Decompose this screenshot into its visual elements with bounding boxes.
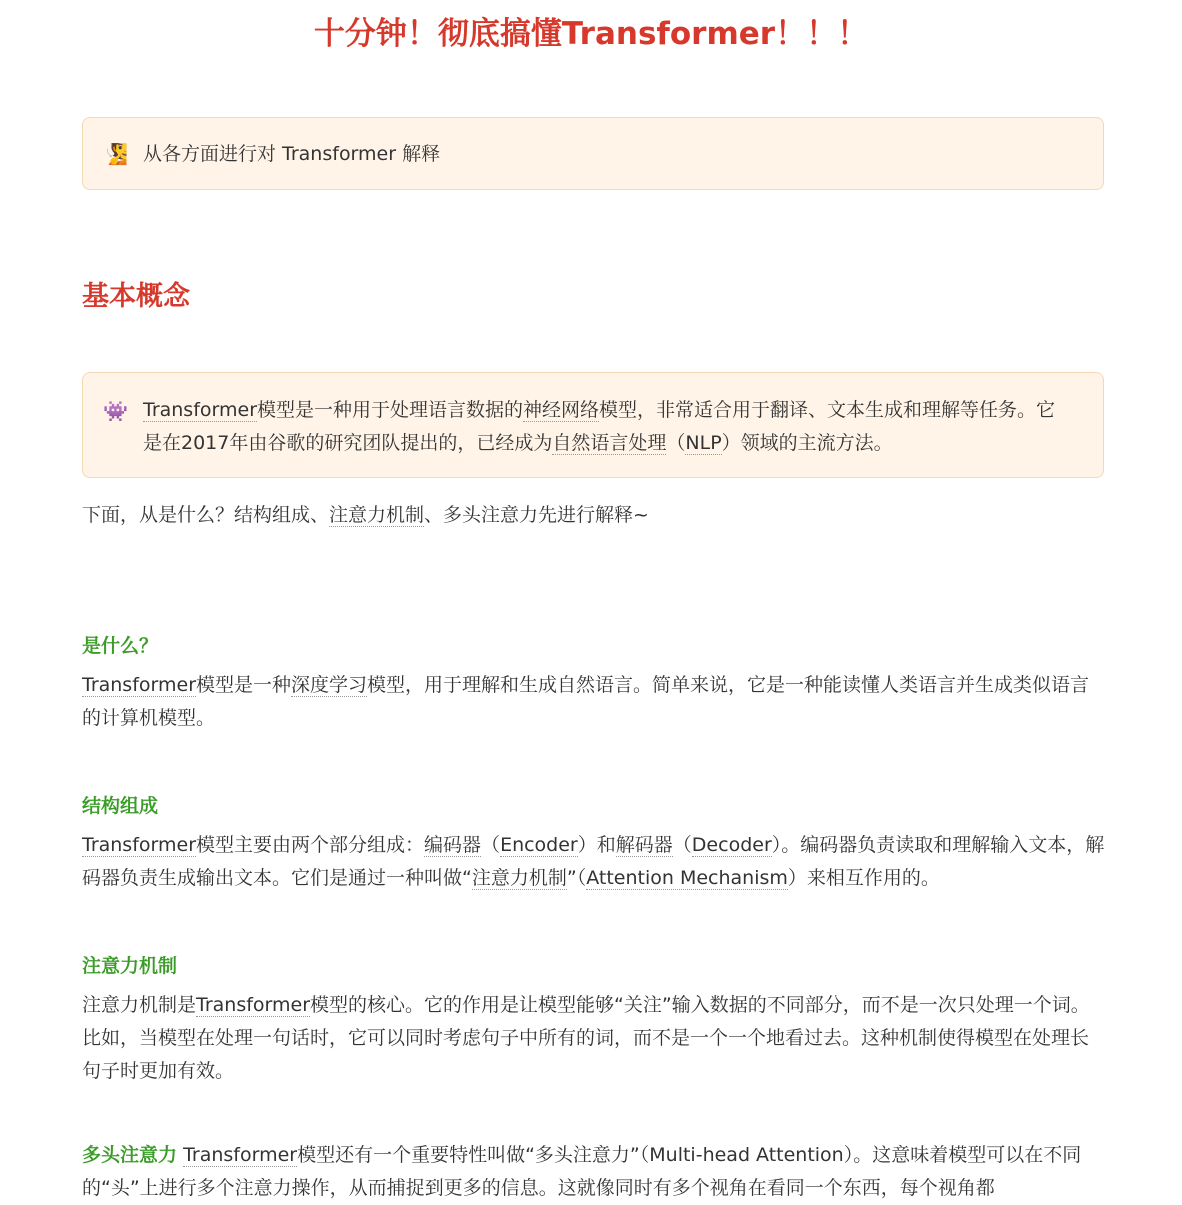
term-link[interactable]: 自然语言处理: [552, 432, 667, 454]
term-link[interactable]: Transformer: [196, 994, 311, 1016]
term-link[interactable]: Transformer: [183, 1144, 298, 1166]
text-segment: 下面，从是什么？结构组成、: [82, 504, 330, 526]
text-segment: ）。编码器负责读取和理解输入文本，解码器负责生成输出文本。它们是通过一种叫做“: [82, 834, 1105, 889]
text-segment: 模型主要由两个部分组成：: [196, 834, 425, 856]
callout-text: [83, 373, 1103, 460]
intro-paragraph: [82, 499, 1106, 532]
section-heading: 基本概念: [82, 281, 190, 312]
term-link[interactable]: Decoder: [691, 834, 772, 856]
paragraph: [82, 1139, 1106, 1205]
text-segment: 注意力机制是: [82, 994, 197, 1016]
definition-callout: [82, 372, 1104, 478]
text-segment: ）和: [577, 834, 616, 856]
paragraph: [82, 669, 1106, 735]
text-segment: ）领域的主流方法。: [721, 432, 893, 454]
term-link[interactable]: 编码器: [424, 834, 482, 856]
term-link[interactable]: 深度学习: [291, 674, 368, 696]
paragraph-body: [82, 1144, 1081, 1199]
term-link[interactable]: 解码器: [615, 834, 673, 856]
inline-heading: 多头注意力: [82, 1144, 178, 1166]
text-segment: 模型是一种用于处理语言数据的: [257, 399, 524, 421]
term-link[interactable]: 注意力机制: [329, 504, 425, 526]
term-link[interactable]: Encoder: [500, 834, 578, 856]
alien-icon: 👾: [103, 399, 128, 423]
term-link[interactable]: Attention Mechanism: [586, 867, 788, 889]
term-link[interactable]: 注意力机制: [471, 867, 567, 889]
paragraph: [82, 829, 1106, 895]
text-segment: （: [481, 834, 501, 856]
term-link[interactable]: Transformer: [82, 834, 197, 856]
subheading: 注意力机制: [82, 955, 178, 977]
article-title: 十分钟！彻底搞懂Transformer！！！: [313, 16, 869, 52]
term-link[interactable]: 神经网络: [523, 399, 600, 421]
text-segment: 、多头注意力先进行解释~: [424, 504, 649, 526]
text-segment: 模型是一种: [196, 674, 292, 696]
text-segment: ）来相互作用的。: [787, 867, 940, 889]
text-segment: ”（: [566, 867, 587, 889]
text-segment: （: [666, 432, 686, 454]
text-segment: 模型还有一个重要特性叫做“多头注意力”（Multi-head Attention）。这意味着模型可以在不同的“头”上进行多个注意力操作，从而捕捉到更多的信息。这就像同时有多个视角在看同一个东西，每个视角都: [82, 1144, 1082, 1199]
term-link[interactable]: Transformer: [143, 399, 258, 421]
subheading: 是什么？: [82, 635, 159, 657]
subheading: 结构组成: [82, 795, 159, 817]
text-segment: （: [672, 834, 692, 856]
text-segment: 模型的核心。它的作用是让模型能够“关注”输入数据的不同部分，而不是一次只处理一个词。比如，当模型在处理一句话时，它可以同时考虑句子中所有的词，而不是一个一个地看过去。这种机制使得模型在处理长句子时更加有效。: [82, 994, 1090, 1082]
text-segment: 模型，用于理解和生成自然语言。简单来说，它是一种能读懂人类语言并生成类似语言的计算机模型。: [82, 674, 1090, 729]
person-icon: 🧏: [103, 142, 128, 166]
term-link[interactable]: Transformer: [82, 674, 197, 696]
paragraph: [82, 989, 1106, 1088]
text-segment: 模型，非常适合用于翻译、文本生成和理解等任务。它是在2017年由谷歌的研究团队提出的，已经成为: [143, 399, 1056, 454]
term-link[interactable]: NLP: [685, 432, 722, 454]
intro-callout: [82, 117, 1104, 190]
callout-text: 从各方面进行对 Transformer 解释: [143, 143, 441, 165]
